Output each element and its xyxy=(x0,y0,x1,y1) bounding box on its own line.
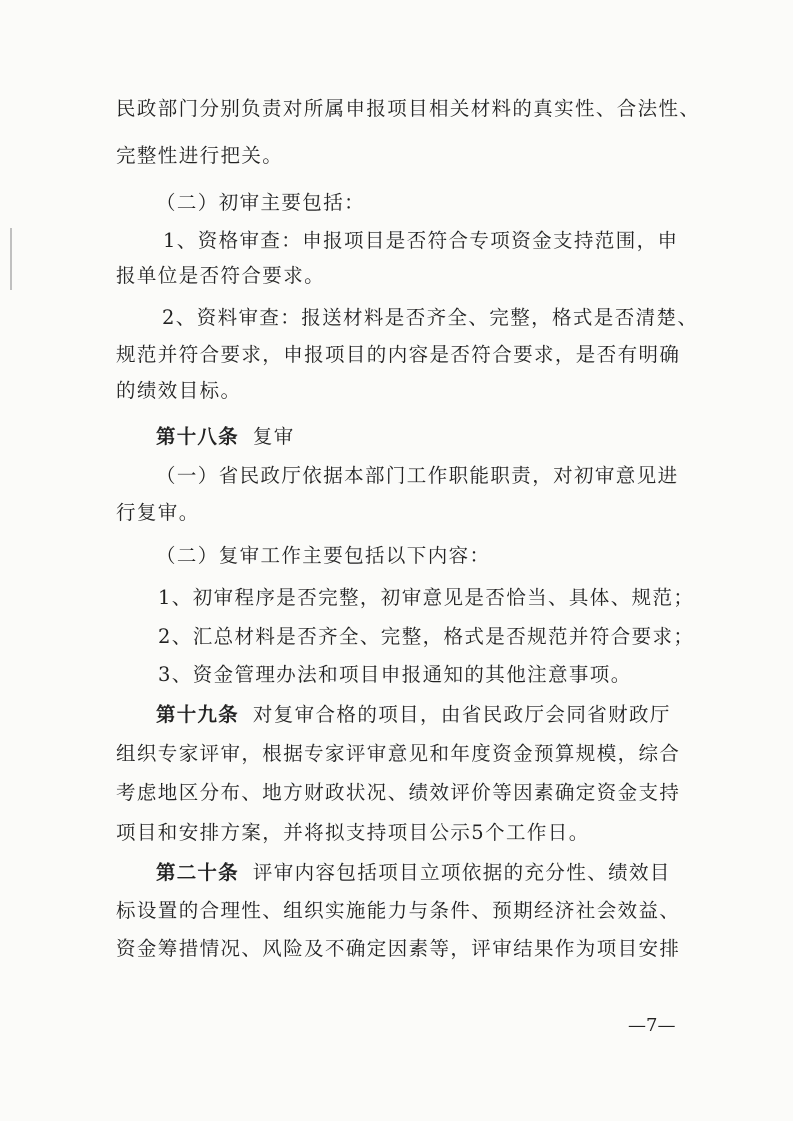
page-number: —7— xyxy=(628,1015,676,1036)
article-20-paragraph xyxy=(156,860,671,886)
article-title: 复审 xyxy=(252,425,295,448)
text-line: 项目和安排方案，并将拟支持项目公示5个工作日。 xyxy=(116,821,590,844)
text-line: 考虑地区分布、地方财政状况、绩效评价等因素确定资金支持 xyxy=(116,781,681,804)
text-line: 对复审合格的项目，由省民政厅会同省财政厅 xyxy=(252,703,671,726)
text-line: 完整性进行把关。 xyxy=(116,144,284,167)
text-line: （二）复审工作主要包括以下内容： xyxy=(156,544,491,567)
text-line: 评审内容包括项目立项依据的充分性、绩效目 xyxy=(252,861,671,884)
text-line: 1、初审程序是否完整，初审意见是否恰当、具体、规范； xyxy=(158,586,695,609)
article-number: 第十八条 xyxy=(156,425,239,448)
text-line: 行复审。 xyxy=(116,501,200,524)
text-line: 的绩效目标。 xyxy=(116,379,242,402)
article-18-heading xyxy=(156,424,295,450)
text-line: 报单位是否符合要求。 xyxy=(116,264,326,287)
text-line: 1、资格审查：申报项目是否符合专项资金支持范围，申 xyxy=(163,229,679,252)
article-number: 第二十条 xyxy=(156,861,239,884)
article-number: 第十九条 xyxy=(156,703,239,726)
text-line: （二）初审主要包括： xyxy=(156,191,366,214)
article-19-paragraph xyxy=(156,702,671,728)
text-line: 组织专家评审，根据专家评审意见和年度资金预算规模，综合 xyxy=(116,742,681,765)
binding-mark xyxy=(10,228,12,290)
text-line: 资金筹措情况、风险及不确定因素等，评审结果作为项目安排 xyxy=(116,937,681,960)
text-line: 标设置的合理性、组织实施能力与条件、预期经济社会效益、 xyxy=(116,899,681,922)
text-line: 3、资金管理办法和项目申报通知的其他注意事项。 xyxy=(158,663,632,686)
text-line: 规范并符合要求，申报项目的内容是否符合要求，是否有明确 xyxy=(116,343,681,366)
text-line: 2、汇总材料是否齐全、完整，格式是否规范并符合要求； xyxy=(158,625,695,648)
text-line: （一）省民政厅依据本部门工作职能职责，对初审意见进 xyxy=(156,464,679,487)
text-line: 民政部门分别负责对所属申报项目相关材料的真实性、合法性、 xyxy=(116,97,701,120)
text-line: 2、资料审查：报送材料是否齐全、完整，格式是否清楚、 xyxy=(162,306,699,329)
